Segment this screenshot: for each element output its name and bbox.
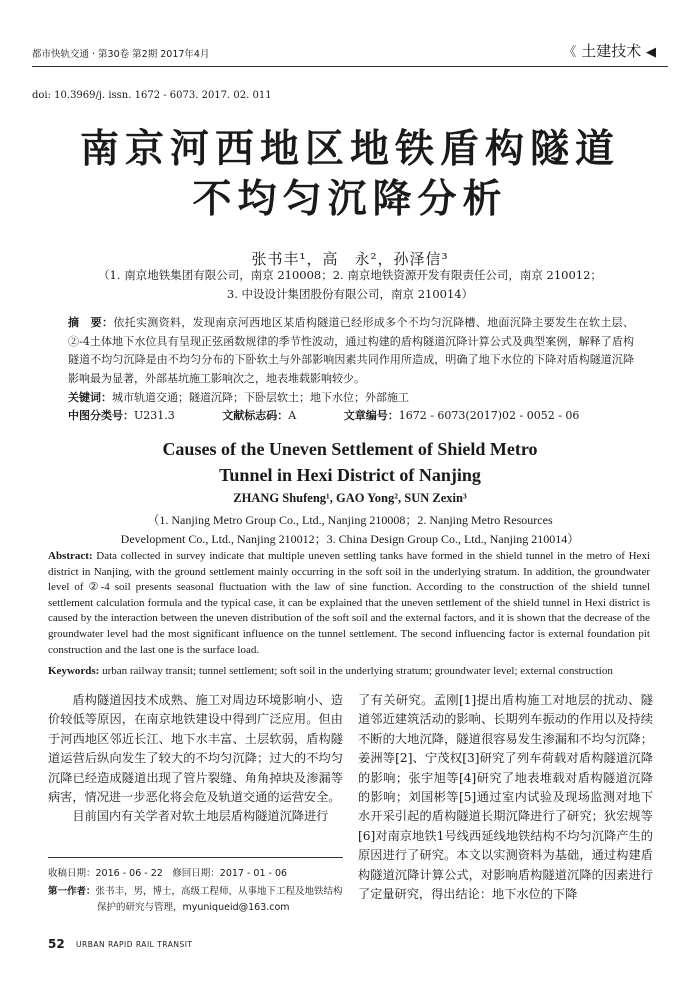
section-name: 土建技术 bbox=[581, 42, 642, 60]
footnote-author bbox=[48, 884, 348, 900]
section-prefix-mark: 《 bbox=[563, 45, 577, 60]
title-en-line1: Causes of the Uneven Settlement of Shield Metro bbox=[162, 439, 538, 459]
abstract-cn-label: 摘 要： bbox=[68, 316, 114, 329]
abstract-en-text: Data collected in survey indicate that multiple uneven settling tanks have formed in the shield tunnel in the metro of Hexi district in Nanjing, with the ground settlement mainly occurring in the soft soil in the underlying stratum. In addition, the groundwater level of ②-4 soil presents seasonal fluctuation with the law of sine function. According to the construction of the shield tunnel settlement calculation formula and the typical case, it can be explained that the uneven settlement of the shield tunnel in Hexi district is caused by the interaction between the uneven distribution of the soft soil and the external factors, and it is shown that the decrease of the groundwater level had the most significant influence on the tunnel settlement. The second influencing factor is external foundation pit construction and the last one is the surface load. bbox=[48, 550, 650, 656]
footnote-dates: 收稿日期：2016 - 06 - 22 修回日期：2017 - 01 - 06 bbox=[48, 868, 288, 879]
body-column-left bbox=[48, 691, 343, 827]
affiliations-cn-line1: （1. 南京地铁集团有限公司，南京 210008；2. 南京地铁资源开发有限责任公司，南京 210012； bbox=[98, 268, 602, 282]
journal-name-en: URBAN RAPID RAIL TRANSIT bbox=[76, 940, 193, 949]
body-paragraph: 了有关研究。孟刚[1]提出盾构施工对地层的扰动、隧道邻近建筑活动的影响、长期列车振动的作用以及持续不断的大地沉降，隧道很容易发生渗漏和不均匀沉降；姜洲等[2]、宁茂权[3]研究了列车荷载对盾构隧道沉降的影响；张宇旭等[4]研究了地表堆载对盾构隧道沉降的影响；刘国彬等[5]通过室内试验及现场监测对地下水开采引起的盾构隧道长期沉降进行了研究；狄宏规等[6]对南京地铁1号线西延线地铁结构不均匀沉降产生的原因进行了研究。本文以实测资料为基础，通过构建盾构隧道沉降计算公式，对影响盾构隧道沉降的因素进行了定量研究，得出结论：地下水位的下降 bbox=[358, 693, 653, 902]
authors-en: ZHANG Shufeng¹, GAO Yong², SUN Zexin³ bbox=[233, 491, 467, 505]
keywords-en-text: urban railway transit; tunnel settlement; soft soil in the underlying stratum; groundwater level; external construction bbox=[99, 665, 613, 677]
footnote-author-line1: 张书丰，男，博士，高级工程师，从事地下工程及地铁结构 bbox=[95, 886, 343, 897]
abstract-cn bbox=[68, 314, 634, 388]
title-cn-line1: 南京河西地区地铁盾构隧道 bbox=[79, 126, 620, 172]
title-cn-line2: 不均匀沉降分析 bbox=[192, 176, 508, 222]
authors-cn: 张书丰¹，高 永²，孙泽信³ bbox=[251, 250, 449, 268]
footnote-author-line2[interactable]: 保护的研究与管理，myuniqueid@163.com bbox=[97, 902, 290, 913]
article-number: 文章编号：1672 - 6073(2017)02 - 0052 - 06 bbox=[343, 409, 580, 422]
affiliations-cn-line2: 3. 中设设计集团股份有限公司，南京 210014） bbox=[226, 287, 474, 301]
section-arrow-icon: ◀ bbox=[646, 45, 656, 60]
footnote-author-label: 第一作者： bbox=[48, 886, 96, 897]
body-paragraph: 盾构隧道因技术成熟、施工对周边环境影响小、造价较低等原因，在南京地铁建设中得到广泛应用。但由于河西地区邻近长江、地下水丰富、土层软弱，盾构隧道运营后纵向发生了较大的不均匀沉降；过大的不均匀沉降已经造成隧道出现了管片裂缝、角角掉块及渗漏等病害，情况进一步恶化将会危及轨道交通的运营安全。 bbox=[48, 693, 343, 805]
clc: 中图分类号：U231.3 bbox=[68, 409, 175, 422]
abstract-en-label: Abstract: bbox=[48, 550, 93, 562]
journal-info: 都市快轨交通 · 第30卷 第2期 2017年4月 bbox=[32, 49, 210, 60]
title-en-line2: Tunnel in Hexi District of Nanjing bbox=[219, 465, 481, 485]
doi[interactable]: doi: 10.3969/j. issn. 1672 - 6073. 2017. 02. 011 bbox=[32, 90, 272, 101]
keywords-en-label: Keywords: bbox=[48, 665, 100, 677]
abstract-en bbox=[48, 549, 650, 658]
keywords-cn bbox=[68, 389, 634, 405]
keywords-en bbox=[48, 665, 650, 677]
footnote-rule bbox=[48, 857, 343, 858]
affiliations-en-line2: Development Co., Ltd., Nanjing 210012；3. China Design Group Co., Ltd., Nanjing 210014） bbox=[120, 532, 580, 546]
affiliations-en-line1: （1. Nanjing Metro Group Co., Ltd., Nanjing 210008；2. Nanjing Metro Resources bbox=[147, 513, 553, 527]
classification-row bbox=[68, 407, 634, 423]
section-label bbox=[563, 40, 656, 61]
keywords-cn-text: 城市轨道交通；隧道沉降；下卧层软土；地下水位；外部施工 bbox=[112, 391, 409, 404]
keywords-cn-label: 关键词： bbox=[68, 391, 112, 404]
page-number: 52 bbox=[48, 937, 65, 951]
body-paragraph: 目前国内有关学者对软土地层盾构隧道沉降进行 bbox=[72, 809, 329, 824]
document-code: 文献标志码：A bbox=[222, 409, 297, 422]
abstract-cn-text: 依托实测资料，发现南京河西地区某盾构隧道已经形成多个不均匀沉降槽、地面沉降主要发生在软土层、②-4土体地下水位具有呈现正弦函数规律的季节性波动，通过构建的盾构隧道沉降计算公式及典型案例，解释了盾构隧道不均匀沉降是由不均匀分布的下卧软土与外部影响因素共同作用所造成，明确了地下水位的下降对盾构隧道沉降影响最为显著，外部基坑施工影响次之，地表堆载影响较少。 bbox=[68, 316, 635, 385]
header-rule bbox=[32, 66, 668, 67]
body-column-right bbox=[358, 691, 653, 904]
